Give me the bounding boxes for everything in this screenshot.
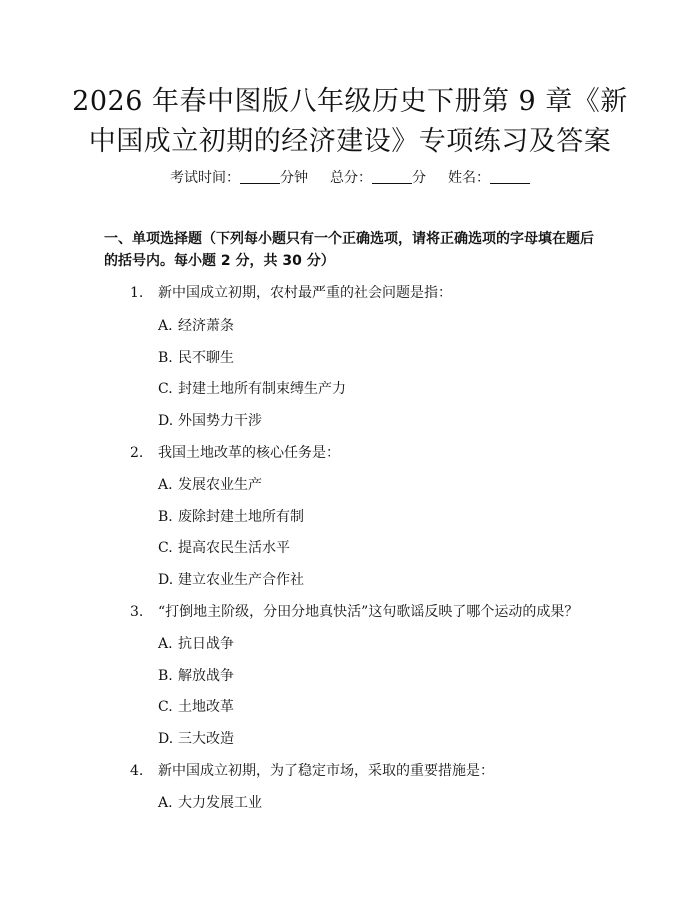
option-letter: A. [158,318,173,334]
question-2-option-c [158,538,290,558]
question-2-option-b [158,507,304,527]
question-text: 新中国成立初期，为了稳定市场，采取的重要措施是： [158,763,494,779]
time-blank [240,169,280,184]
document-title-line-2: 中国成立初期的经济建设》专项练习及答案 [88,126,612,157]
question-number: 2. [130,445,144,461]
question-3-option-a [158,634,234,654]
time-unit: 分钟 [280,170,308,186]
option-letter: D. [158,572,174,588]
option-text: 提高农民生活水平 [178,540,290,556]
option-letter: A. [158,477,173,493]
option-letter: B. [158,509,173,525]
question-3 [130,602,578,622]
question-3-option-c [158,697,234,717]
option-letter: A. [158,636,173,652]
option-text: 抗日战争 [178,636,234,652]
option-text: 封建土地所有制束缚生产力 [178,381,346,397]
option-text: 民不聊生 [178,350,234,366]
option-text: 发展农业生产 [178,477,262,493]
name-label: 姓名： [448,170,490,186]
question-2-option-a [158,475,262,495]
option-text: 三大改造 [178,731,234,747]
option-text: 外国势力干涉 [178,413,262,429]
option-text: 大力发展工业 [178,795,262,811]
name-blank [490,169,530,184]
question-text: 我国土地改革的核心任务是： [158,445,340,461]
option-letter: C. [158,381,173,397]
option-letter: C. [158,540,173,556]
question-1-option-b [158,348,234,368]
time-label: 考试时间： [170,170,240,186]
exam-meta [0,168,700,188]
question-1-option-a [158,316,234,336]
score-blank [372,169,412,184]
section-heading-line-2: 的括号内。每小题 2 分，共 30 分） [104,253,335,269]
option-text: 废除封建土地所有制 [178,509,304,525]
question-1-option-d [158,411,262,431]
document-title-line-1: 2026 年春中图版八年级历史下册第 9 章《新 [72,86,628,117]
option-letter: D. [158,731,174,747]
question-number: 4. [130,763,144,779]
question-2 [130,443,340,463]
question-text: 新中国成立初期，农村最严重的社会问题是指： [158,285,452,301]
option-text: 解放战争 [178,668,234,684]
question-number: 1. [130,285,144,301]
option-letter: C. [158,699,173,715]
question-3-option-d [158,729,234,749]
question-number: 3. [130,604,144,620]
score-label: 总分： [330,170,372,186]
question-1 [130,283,452,303]
question-4 [130,761,494,781]
option-letter: B. [158,350,173,366]
score-unit: 分 [412,170,426,186]
question-text: “打倒地主阶级，分田分地真快活”这句歌谣反映了哪个运动的成果？ [158,604,579,620]
question-2-option-d [158,570,304,590]
option-letter: A. [158,795,173,811]
question-4-option-a [158,793,262,813]
section-heading [104,228,604,272]
option-text: 经济萧条 [178,318,234,334]
option-letter: D. [158,413,174,429]
option-text: 土地改革 [178,699,234,715]
option-text: 建立农业生产合作社 [178,572,304,588]
option-letter: B. [158,668,173,684]
section-heading-line-1: 一、单项选择题（下列每小题只有一个正确选项，请将正确选项的字母填在题后 [104,231,594,247]
question-1-option-c [158,379,346,399]
question-3-option-b [158,666,234,686]
